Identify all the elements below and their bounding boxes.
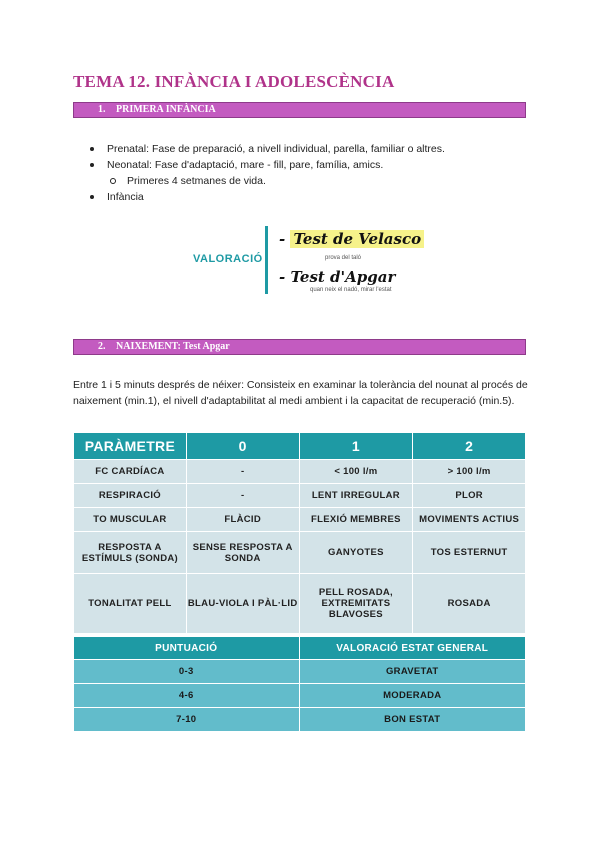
score-table: [73, 636, 526, 732]
table-row: [74, 508, 526, 532]
apgar-description: Entre 1 i 5 minuts després de néixer: Consisteix en examinar la tolerància del nounat al procés de naixement (min.1), el nivell d'adaptabilitat al medi ambient i la capacitat de recuperació (min.5).: [73, 379, 528, 407]
table-row: [74, 660, 526, 684]
table-cell: FLEXIÓ MEMBRES: [299, 508, 413, 532]
table-cell: BON ESTAT: [299, 708, 526, 732]
table-cell: < 100 l/m: [299, 460, 413, 484]
table-cell: 7-10: [74, 708, 300, 732]
table-cell: MODERADA: [299, 684, 526, 708]
table-cell: > 100 l/m: [413, 460, 526, 484]
table-cell: MOVIMENTS ACTIUS: [413, 508, 526, 532]
table-cell: TOS ESTERNUT: [413, 532, 526, 574]
table-cell: GRAVETAT: [299, 660, 526, 684]
table-cell: FC CARDÍACA: [74, 460, 187, 484]
column-header: PUNTUACIÓ: [74, 637, 300, 660]
column-header: 1: [299, 433, 413, 460]
section-label: NAIXEMENT: Test Apgar: [116, 341, 230, 352]
list-item-neonatal: Neonatal: Fase d'adaptació, mare - fill, pare, família, amics.: [90, 157, 445, 173]
test-velasco-label: Test de Velasco: [290, 230, 424, 248]
table-cell: ROSADA: [413, 574, 526, 634]
column-header: PARÀMETRE: [74, 433, 187, 460]
table-cell: RESPOSTA A ESTÍMULS (SONDA): [74, 532, 187, 574]
section-header-primera-infancia: [73, 102, 526, 118]
table-row: [74, 574, 526, 634]
table-cell: PLOR: [413, 484, 526, 508]
table-cell: GANYOTES: [299, 532, 413, 574]
column-header: VALORACIÓ ESTAT GENERAL: [299, 637, 526, 660]
list-item-prenatal: Prenatal: Fase de preparació, a nivell individual, parella, familiar o altres.: [90, 141, 445, 157]
section-number: 2.: [98, 341, 106, 352]
table-row: [74, 532, 526, 574]
column-header: 2: [413, 433, 526, 460]
table-cell: LENT IRREGULAR: [299, 484, 413, 508]
table-cell: -: [186, 460, 299, 484]
list-item-infancia: Infància: [90, 189, 445, 205]
table-cell: 0-3: [74, 660, 300, 684]
table-row: [74, 460, 526, 484]
section-header-naixement: [73, 339, 526, 355]
test-apgar: - Test d'Apgar: [279, 268, 396, 286]
apgar-table: [73, 432, 526, 634]
section-number: 1.: [98, 104, 106, 115]
test-apgar-note: quan neix el nadó, mirar l'estat: [310, 287, 392, 293]
table-header-row: [74, 433, 526, 460]
test-velasco: - Test de Velasco: [279, 230, 424, 248]
table-row: [74, 484, 526, 508]
table-header-row: [74, 637, 526, 660]
test-apgar-label: Test d'Apgar: [290, 268, 396, 286]
table-cell: BLAU-VIOLA I PÀL·LID: [186, 574, 299, 634]
table-cell: -: [186, 484, 299, 508]
table-cell: FLÀCID: [186, 508, 299, 532]
table-cell: PELL ROSADA, EXTREMITATS BLAVOSES: [299, 574, 413, 634]
divider-line: [265, 226, 268, 294]
table-cell: TO MUSCULAR: [74, 508, 187, 532]
valoracio-label: VALORACIÓ: [193, 253, 263, 265]
table-cell: SENSE RESPOSTA A SONDA: [186, 532, 299, 574]
table-row: [74, 708, 526, 732]
section-label: PRIMERA INFÀNCIA: [116, 104, 216, 115]
page-title: TEMA 12. INFÀNCIA I ADOLESCÈNCIA: [73, 72, 395, 91]
column-header: 0: [186, 433, 299, 460]
table-row: [74, 684, 526, 708]
table-cell: 4-6: [74, 684, 300, 708]
test-velasco-note: prova del taló: [325, 255, 362, 261]
list-subitem-neonatal: Primeres 4 setmanes de vida.: [90, 173, 445, 189]
stage-list: [90, 141, 445, 205]
table-cell: RESPIRACIÓ: [74, 484, 187, 508]
table-cell: TONALITAT PELL: [74, 574, 187, 634]
